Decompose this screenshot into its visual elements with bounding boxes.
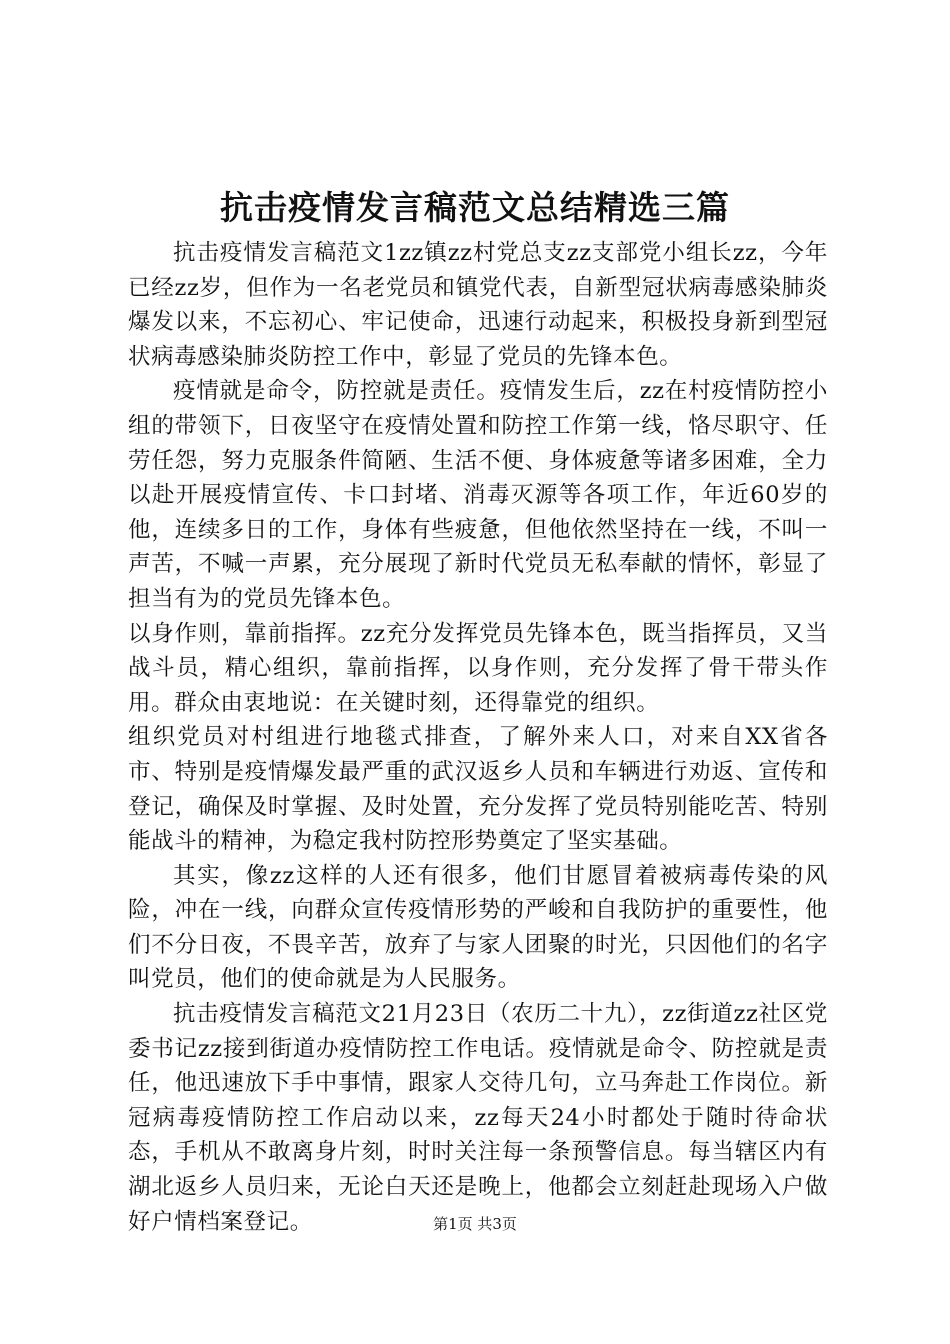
paragraph: 组织党员对村组进行地毯式排查，了解外来人口，对来自XX省各市、特别是疫情爆发最严重的武汉返乡人员和车辆进行劝返、宣传和登记，确保及时掌握、及时处置，充分发挥了党员特别能吃苦、特别能战斗的精神，为稳定我村防控形势奠定了坚实基础。 (128, 724, 828, 855)
paragraph: 疫情就是命令，防控就是责任。疫情发生后，zz在村疫情防控小组的带领下，日夜坚守在疫情处置和防控工作第一线，恪尽职守、任劳任怨，努力克服条件简陋、生活不便、身体疲惫等诸多困难，全力以赴开展疫情宣传、卡口封堵、消毒灭源等各项工作，年近60岁的他，连续多日的工作，身体有些疲惫，但他依然坚持在一线，不叫一声苦，不喊一声累，充分展现了新时代党员无私奉献的情怀，彰显了担当有为的党员先锋本色。 (128, 378, 828, 612)
page-footer: 第1页 共3页 (433, 1215, 517, 1233)
paragraph: 抗击疫情发言稿范文1zz镇zz村党总支zz支部党小组长zz，今年已经zz岁，但作为一名老党员和镇党代表，自新型冠状病毒感染肺炎爆发以来，不忘初心、牢记使命，迅速行动起来，积极投身新到型冠状病毒感染肺炎防控工作中，彰显了党员的先锋本色。 (128, 240, 828, 370)
document-title: 抗击疫情发言稿范文总结精选三篇 (220, 188, 730, 227)
document-body (128, 236, 828, 1239)
paragraph: 以身作则，靠前指挥。zz充分发挥党员先锋本色，既当指挥员，又当战斗员，精心组织，靠前指挥，以身作则，充分发挥了骨干带头作用。群众由衷地说：在关键时刻，还得靠党的组织。 (128, 620, 828, 716)
paragraph: 抗击疫情发言稿范文21月23日（农历二十九），zz街道zz社区党委书记zz接到街道办疫情防控工作电话。疫情就是命令、防控就是责任，他迅速放下手中事情，跟家人交待几句，立马奔赴工作岗位。新冠病毒疫情防控工作启动以来，zz每天24小时都处于随时待命状态，手机从不敢离身片刻，时时关注每一条预警信息。每当辖区内有湖北返乡人员归来，无论白天还是晚上，他都会立刻赶赴现场入户做好户情档案登记。 (128, 1001, 828, 1235)
paragraph: 其实，像zz这样的人还有很多，他们甘愿冒着被病毒传染的风险，冲在一线，向群众宣传疫情形势的严峻和自我防护的重要性，他们不分日夜，不畏辛苦，放弃了与家人团聚的时光，只因他们的名字叫党员，他们的使命就是为人民服务。 (128, 862, 828, 993)
